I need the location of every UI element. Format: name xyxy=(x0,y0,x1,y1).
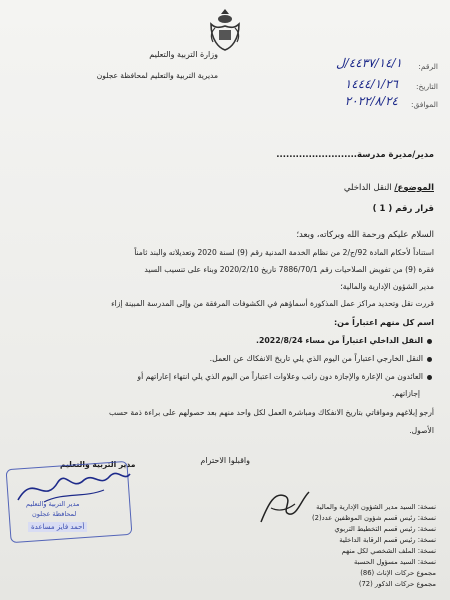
bullet-item: العائدون من الإعارة والإجازة دون راتب وعلاوات اعتباراً من اليوم الذي يلي انتهاء إعاراتهم أو xyxy=(137,372,432,381)
copy-line: مجموع حركات الذكور (72) xyxy=(358,580,436,588)
subject-line xyxy=(344,183,434,193)
directorate-name: مديرية التربية والتعليم لمحافظة عجلون xyxy=(96,71,218,80)
stamp-line-2: لمحافظة عجلون xyxy=(32,510,77,518)
bullet-item: النقل الخارجي اعتباراً من اليوم الذي يلي تاريخ الانفكاك عن العمل. xyxy=(210,354,432,363)
addressee: مدير/مديرة مدرسة......................... xyxy=(276,150,434,160)
decided-line: قررت نقل وتحديد مراكز عمل المذكورة أسماؤهم في الكشوفات المرفقة من وإلى المدرسة المبينة إزاء xyxy=(111,299,434,308)
bullet-dot-icon xyxy=(427,339,432,344)
handwritten-signature-icon xyxy=(14,462,134,512)
equiv-value: ٢٠٢٢/٨/٢٤ xyxy=(344,94,398,108)
decision-number: قرار رقم ( 1 ) xyxy=(372,204,434,214)
secondary-signature-icon xyxy=(255,482,315,532)
ref-label: الرقم: xyxy=(418,62,438,71)
copy-line: نسخة: رئيس قسم التخطيط التربوي xyxy=(334,525,436,533)
effective-intro: اسم كل منهم اعتباراً من: xyxy=(333,318,434,327)
equiv-label: الموافق: xyxy=(410,100,438,109)
bullet-dot-icon xyxy=(427,357,432,362)
date-value: ١٤٤٤/١/٢٦ xyxy=(344,77,398,91)
bullet-item-continuation: إجازاتهم. xyxy=(392,389,420,398)
stamp-name: أحمد فايز مساعدة xyxy=(28,522,87,532)
copy-line: نسخة: رئيس قسم الرقابة الداخلية xyxy=(339,536,436,544)
stamp-line-1: مدير التربية والتعليم xyxy=(26,500,80,508)
subject-value: النقل الداخلي xyxy=(343,183,392,193)
copy-line: نسخة: السيد مسؤول الحسبة xyxy=(354,558,436,566)
bullet-item: النقل الداخلي اعتباراً من مساء 2022/8/24. xyxy=(256,336,432,345)
request-line-2: الأصول. xyxy=(409,426,434,435)
ref-value: ٤٤٣٧/١٤/١/ل xyxy=(336,56,402,70)
jordan-crest-icon xyxy=(205,6,245,52)
body-paragraph-line-2: فقرة (9) من تفويض الصلاحيات رقم 7886/70/1 تاريخ 2020/2/10 وبناء على تنسيب السيد xyxy=(144,265,434,274)
body-paragraph-line-1: استناداً لأحكام المادة 92/ج/2 من نظام الخدمة المدنية رقم (9) لسنة 2020 وتعديلاته والبند ثامناً xyxy=(134,248,434,257)
copy-line: نسخة: رئيس قسم شؤون الموظفين عدد(2) xyxy=(311,514,436,522)
bullet-dot-icon xyxy=(427,375,432,380)
copy-line: نسخة: السيد مدير الشؤون الإدارية والمالية xyxy=(316,503,436,511)
closing: واقبلوا الاحترام xyxy=(200,456,250,465)
request-line-1: أرجو إبلاغهم وموافاتي بتاريخ الانفكاك ومباشرة العمل لكل واحد منهم بعد حصولهم على براءة ذمة حسب xyxy=(109,408,434,417)
signer-title: مدير التربية والتعليم xyxy=(60,460,136,469)
copy-line: نسخة: الملف الشخصي لكل منهم xyxy=(341,547,436,555)
body-paragraph-line-3: مدير الشؤون الإدارية والمالية؛ xyxy=(340,282,434,291)
ministry-name: وزارة التربية والتعليم xyxy=(149,50,218,59)
greeting: السلام عليكم ورحمة الله وبركاته، وبعد؛ xyxy=(296,230,434,240)
date-label: التاريخ: xyxy=(416,82,438,91)
copy-line: مجموع حركات الإناث (86) xyxy=(360,569,436,577)
subject-label: الموضوع/ xyxy=(394,183,434,193)
